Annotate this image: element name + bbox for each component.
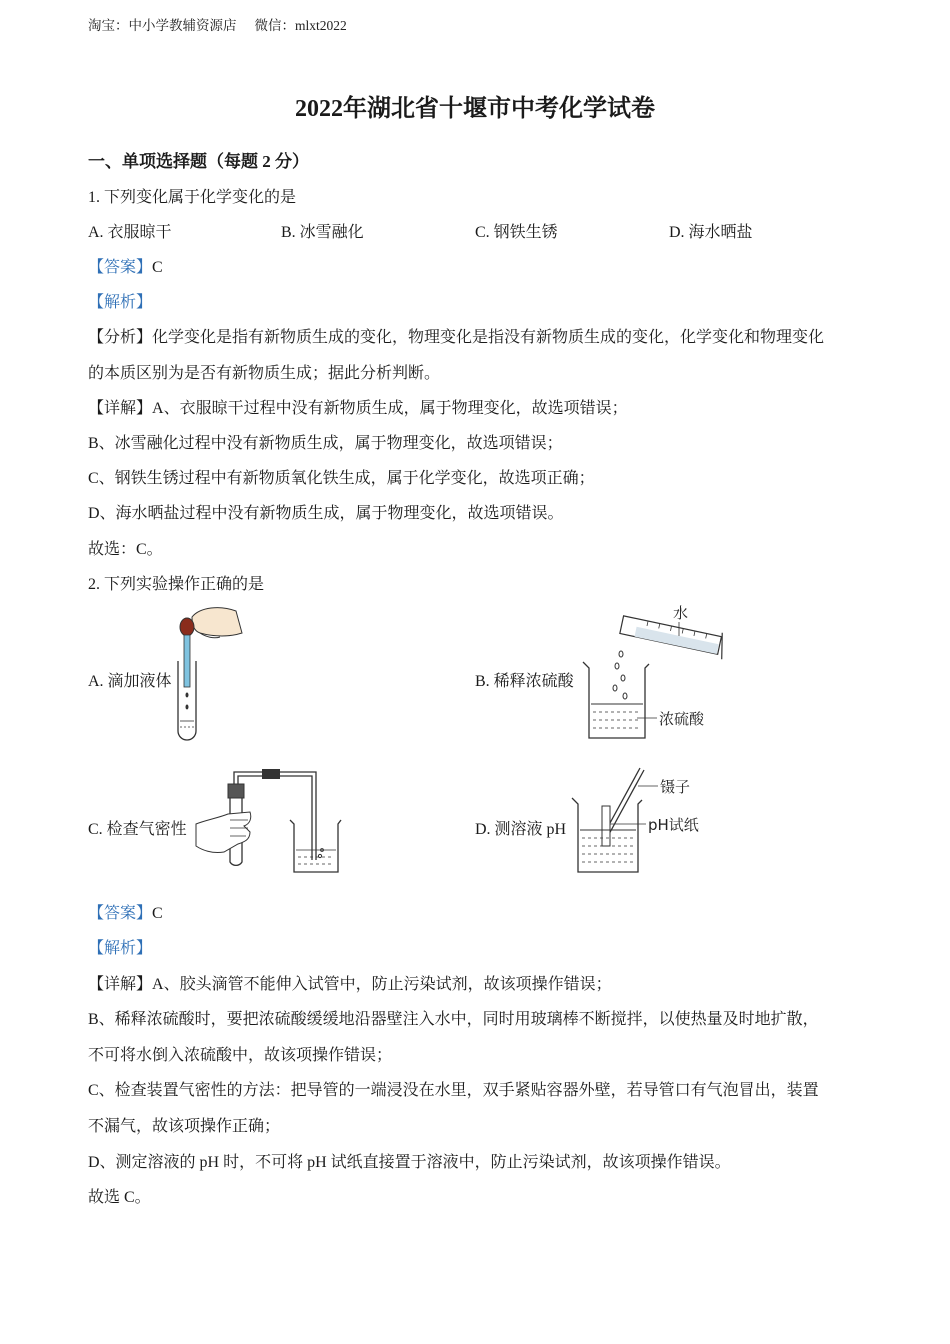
section-heading: 一、单项选择题（每题 2 分） [88,152,309,171]
q2-detail-a [88,971,612,994]
xiangjie-tag: 【详解】 [88,400,153,417]
q2-stem: 2. 下列实验操作正确的是 [88,576,265,593]
page-title: 2022年湖北省十堰市中考化学试卷 [295,96,655,122]
q2-detail-c-2: 不漏气，故该项操作正确； [88,1118,281,1135]
q1-conclusion: 故选：C。 [88,541,163,558]
q1-detail-d: D、海水晒盐过程中没有新物质生成，属于物理变化，故选项错误。 [88,505,564,522]
fig-c-airtightness-illustration [194,762,344,878]
q2-detail-b-1: B、稀释浓硫酸时，要把浓硫酸缓缓地沿器壁注入水中，同时用玻璃棒不断搅拌，以使热量及时地扩散， [88,1011,819,1028]
q1-option-c: C. 钢铁生锈 [475,224,558,241]
fig-a-dropper-illustration [170,603,250,745]
q1-analysis-tag: 【解析】 [88,294,153,311]
q1-option-a: A. 衣服晾干 [88,224,172,241]
header-wechat: 微信：mlxt2022 [254,18,347,33]
q2-detail-c-1: C、检查装置气密性的方法：把导管的一端浸没在水里，双手紧贴容器外壁，若导管口有气泡冒出，装置 [88,1082,819,1099]
q1-detail-b: B、冰雪融化过程中没有新物质生成，属于物理变化，故选项错误； [88,435,563,452]
fenxi-tag: 【分析】 [88,329,153,346]
fig-b-water-label: 水 [673,604,689,622]
xiangjie-tag: 【详解】 [88,976,153,993]
q1-detail-c: C、钢铁生锈过程中有新物质氧化铁生成，属于化学变化，故选项正确； [88,470,595,487]
answer-value: C [152,259,163,276]
header-shop: 淘宝：中小学教辅资源店 [88,18,237,33]
q2-detail-d: D、测定溶液的 pH 时，不可将 pH 试纸直接置于溶液中，防止污染试剂，故该项操作错误。 [88,1154,731,1171]
q1-option-b: B. 冰雪融化 [281,224,364,241]
q2-detail-b-2: 不可将水倒入浓硫酸中，故该项操作错误； [88,1047,393,1064]
fenxi-text: 化学变化是指有新物质生成的变化，物理变化是指没有新物质生成的变化，化学变化和物理变化 [152,329,825,346]
answer-tag: 【答案】 [88,905,153,922]
fig-d-ph-illustration [568,762,718,878]
answer-value: C [152,905,163,922]
q2-answer [88,900,163,923]
q1-fenxi-2: 的本质区别为是否有新物质生成；据此分析判断。 [88,365,441,382]
q1-answer [88,254,163,277]
fig-b-label: B. 稀释浓硫酸 [475,673,574,690]
fig-d-label: D. 测溶液 pH [475,821,567,838]
q1-options [0,219,950,241]
fig-b-acid-label: 浓硫酸 [659,710,705,728]
q1-stem: 1. 下列变化属于化学变化的是 [88,189,297,206]
detail-text: A、胶头滴管不能伸入试管中，防止污染试剂，故该项操作错误； [152,976,612,993]
fig-b-dilution-illustration [575,600,735,746]
fig-c-label: C. 检查气密性 [88,821,187,838]
fig-d-tweezers-label: 镊子 [660,778,691,796]
q1-fenxi-1 [88,324,824,347]
q2-conclusion: 故选 C。 [88,1189,151,1206]
q2-analysis-tag: 【解析】 [88,940,153,957]
fig-a-label: A. 滴加液体 [88,673,172,690]
answer-tag: 【答案】 [88,259,153,276]
fig-d-paper-label: pH试纸 [648,816,699,834]
q1-detail-a [88,395,628,418]
page-header [88,14,347,34]
q1-option-d: D. 海水晒盐 [669,224,753,241]
detail-text: A、衣服晾干过程中没有新物质生成，属于物理变化，故选项错误； [152,400,628,417]
